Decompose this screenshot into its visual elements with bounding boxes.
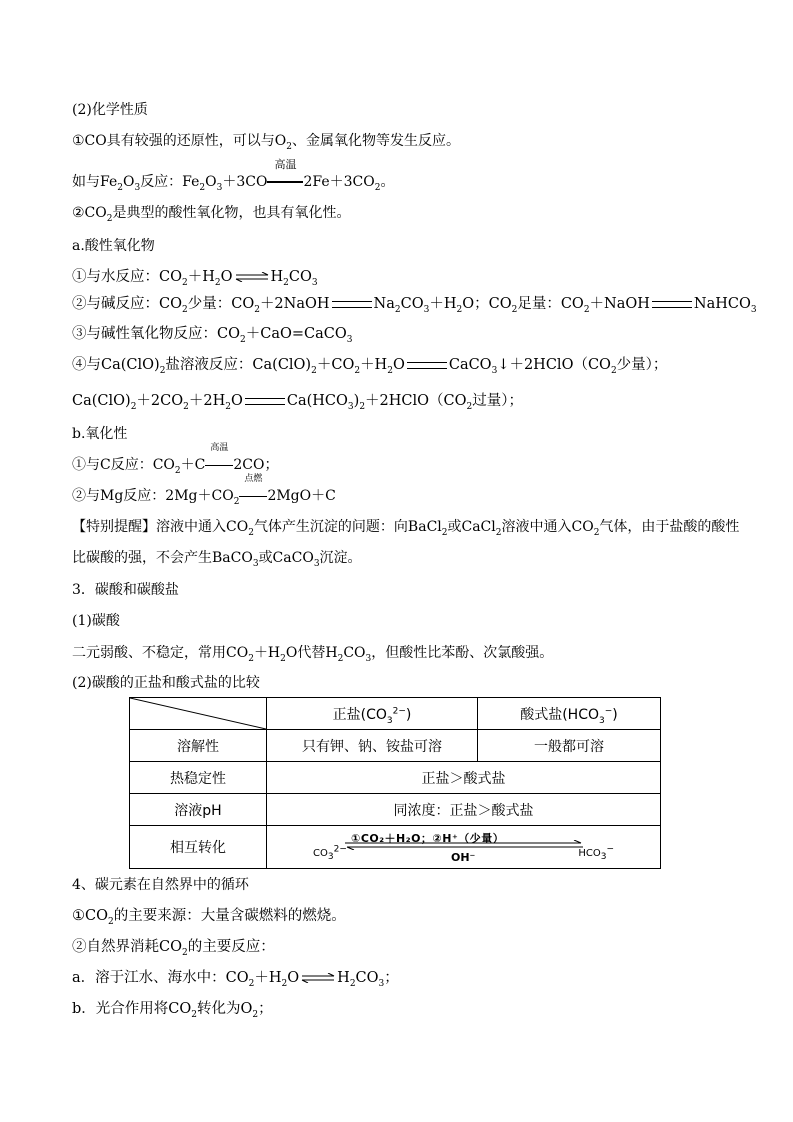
reaction-condition: 高温 — [205, 455, 233, 475]
co2-source-text: $①CO_2$的主要来源：大量含碳燃料的燃烧。 — [72, 908, 346, 927]
subheading-oxidizing: b.氧化性 — [72, 426, 128, 442]
equals-sign-icon — [245, 398, 285, 405]
reaction-with-caclo2-excess: $Ca(ClO)_2+2CO_2+2H_2O$ $Ca(HCO_3)_2+2HClO(CO_2$过量）； — [72, 393, 524, 412]
reverse-condition: OH⁻ — [451, 851, 476, 864]
co-reducing-text: ①CO具有较强的还原性，可以与$O_2$、金属氧化物等发生反应。 — [72, 133, 460, 152]
table-cell: 同浓度：正盐＞酸式盐 — [267, 794, 661, 826]
subheading-acidic-oxide: a.酸性氧化物 — [72, 238, 155, 254]
co2-consumption-text: ②自然界消耗$CO_2$的主要反应： — [72, 939, 275, 958]
table-row — [130, 698, 661, 730]
reaction-with-caclo2-low: ④与$Ca(ClO)_2$盐溶液反应：$Ca(ClO)_2+CO_2+H_2O$ $CaCO_3↓+2HClO(CO_2$少量）； — [72, 357, 668, 376]
table-row — [130, 762, 661, 794]
interconversion-arrows-icon — [345, 840, 583, 850]
reaction-condition: 高温 — [267, 172, 303, 192]
subheading-carbonic-acid: (1)碳酸 — [72, 613, 120, 629]
equals-sign-icon — [652, 301, 692, 308]
table-cell: 一般都可溶 — [478, 730, 661, 762]
photosynthesis-text: b．光合作用将$CO_2$转化为$O_2$； — [72, 1001, 273, 1020]
reaction-with-water: ①与水反应：$CO_2+H_2O$ $H_2CO_3$ — [72, 269, 318, 288]
reaction-with-magnesium: ②与Mg反应：$2Mg+CO_2$ 点燃 2MgO＋C — [72, 474, 336, 507]
co2-acidic-oxide-text: $②CO_2$是典型的酸性氧化物，也具有氧化性。 — [72, 205, 351, 224]
diagonal-header-cell — [130, 698, 267, 730]
header-acid-salt: 酸式盐$(HCO_3^-)$ — [478, 698, 661, 730]
table-row — [130, 826, 661, 869]
interconversion-cell — [267, 826, 661, 869]
header-normal-salt: 正盐$(CO_3^{2-})$ — [267, 698, 478, 730]
section-heading-chemical-properties: (2)化学性质 — [72, 102, 148, 118]
dissolution-reaction: a．溶于江水、海水中：$CO_2+H_2O$ $H_2CO_3$； — [72, 970, 399, 989]
reaction-with-base: ②与碱反应：$CO_2$少量：$CO_2+2NaOH$ $Na_2CO_3+H_2O$；$CO_2$足量：$CO_2+NaOH$ NaHCO$_3$ — [72, 296, 757, 315]
special-note-line1: 【特别提醒】溶液中通入$CO_2$气体产生沉淀的问题：向BaCl$_2$或CaCl$_2$溶液中通入$CO_2$气体，由于盐酸的酸性 — [72, 519, 740, 538]
forward-condition: ①CO₂＋H₂O；②H⁺（少量） — [351, 832, 505, 845]
reaction-condition: 点燃 — [239, 486, 267, 506]
comparison-table — [129, 697, 661, 869]
table-cell: 正盐＞酸式盐 — [267, 762, 661, 794]
table-cell: 只有钾、钠、铵盐可溶 — [267, 730, 478, 762]
equals-sign-icon — [407, 362, 447, 369]
equals-sign-icon — [332, 301, 372, 308]
carbonic-acid-text: 二元弱酸、不稳定，常用$CO_2+H_2O$代替$H_2CO_3$，但酸性比苯酚、次氯酸强。 — [72, 645, 554, 664]
special-note-line2: 比碳酸的强，不会产生BaCO$_3$或CaCO$_3$沉淀。 — [72, 550, 362, 569]
row-label: 溶解性 — [130, 730, 267, 762]
reversible-arrow-icon — [301, 973, 335, 983]
section-heading-carbon-cycle: 4、碳元素在自然界中的循环 — [72, 877, 249, 893]
reversible-arrow-icon — [235, 272, 269, 282]
row-label: 热稳定性 — [130, 762, 267, 794]
row-label: 相互转化 — [130, 826, 267, 869]
bicarbonate-ion: $HCO_3^-$ — [578, 844, 614, 862]
reaction-with-basic-oxide: ③与碱性氧化物反应：$CO_2+CaO=CaCO_3$ — [72, 326, 353, 345]
table-row — [130, 730, 661, 762]
fe2o3-reaction: 如与$Fe_2O_3$反应：$Fe_2O_3+3CO$ 高温 $2Fe+3CO_2$。 — [72, 158, 395, 193]
reaction-with-carbon: ①与C反应：$CO_2+C$ 高温 2CO； — [72, 443, 279, 476]
row-label: 溶液pH — [130, 794, 267, 826]
table-row — [130, 794, 661, 826]
carbonate-ion: $CO_3^{2-}$ — [313, 844, 347, 862]
subheading-comparison: (2)碳酸的正盐和酸式盐的比较 — [72, 675, 260, 691]
section-heading-carbonate: 3．碳酸和碳酸盐 — [72, 582, 179, 598]
